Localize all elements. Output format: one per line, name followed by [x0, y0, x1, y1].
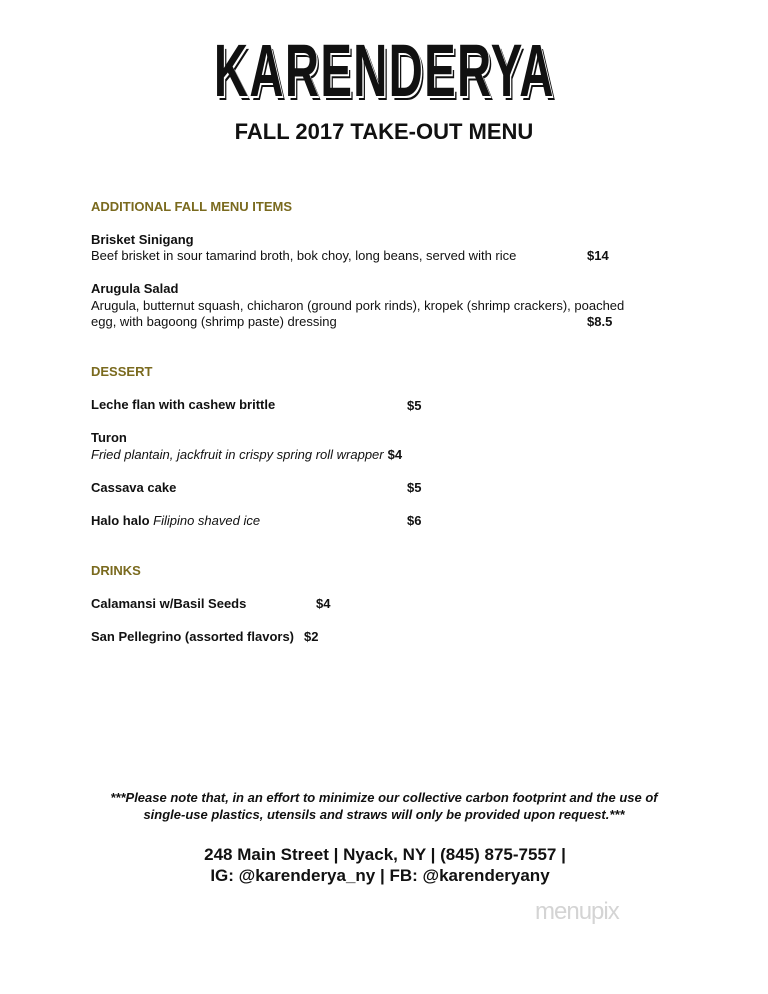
- footer-note-line2: single-use plastics, utensils and straws will only be provided upon request.***: [143, 807, 625, 822]
- footer-note-line1: ***Please note that, in an effort to minimize our collective carbon footprint and the use of: [110, 790, 658, 805]
- item-name: San Pellegrino (assorted flavors): [91, 629, 295, 644]
- item-line: [91, 629, 318, 645]
- item-name: Halo halo: [91, 513, 150, 528]
- section-heading-additional: ADDITIONAL FALL MENU ITEMS: [91, 199, 293, 214]
- page-title: FALL 2017 TAKE-OUT MENU: [234, 119, 534, 144]
- item-name: Leche flan with cashew brittle: [91, 397, 276, 412]
- item-name: Turon: [91, 430, 127, 445]
- address: 248 Main Street | Nyack, NY | (845) 875-7557 |: [204, 845, 566, 864]
- section-heading-drinks: DRINKS: [91, 563, 141, 578]
- item-name: Calamansi w/Basil Seeds: [91, 596, 247, 611]
- item-name: Brisket Sinigang: [91, 232, 194, 247]
- item-name: Arugula Salad: [91, 281, 179, 296]
- item-price: $6: [407, 513, 422, 528]
- item-price: $5: [407, 398, 422, 413]
- restaurant-logo: [0, 29, 768, 112]
- item-price: $8.5: [587, 314, 613, 329]
- item-price: $5: [407, 480, 422, 495]
- item-price: $14: [587, 248, 609, 263]
- item-description: Beef brisket in sour tamarind broth, bok choy, long beans, served with rice: [91, 248, 517, 263]
- item-price: $2: [304, 629, 319, 644]
- item-description: Filipino shaved ice: [153, 513, 261, 528]
- item-line: [91, 513, 260, 529]
- item-description: Arugula, butternut squash, chicharon (ground pork rinds), kropek (shrimp crackers), poached: [91, 298, 625, 313]
- item-name: Cassava cake: [91, 480, 177, 495]
- social-handles: IG: @karenderya_ny | FB: @karenderyany: [210, 866, 550, 885]
- item-price: $4: [316, 596, 331, 611]
- item-line: [91, 447, 402, 463]
- logo-text: KARENDERYA: [213, 29, 555, 112]
- item-description: egg, with bagoong (shrimp paste) dressing: [91, 314, 337, 329]
- item-description: Fried plantain, jackfruit in crispy spring roll wrapper: [91, 447, 384, 462]
- item-price: $4: [387, 447, 403, 462]
- watermark: menupix: [535, 898, 619, 925]
- section-heading-dessert: DESSERT: [91, 364, 153, 379]
